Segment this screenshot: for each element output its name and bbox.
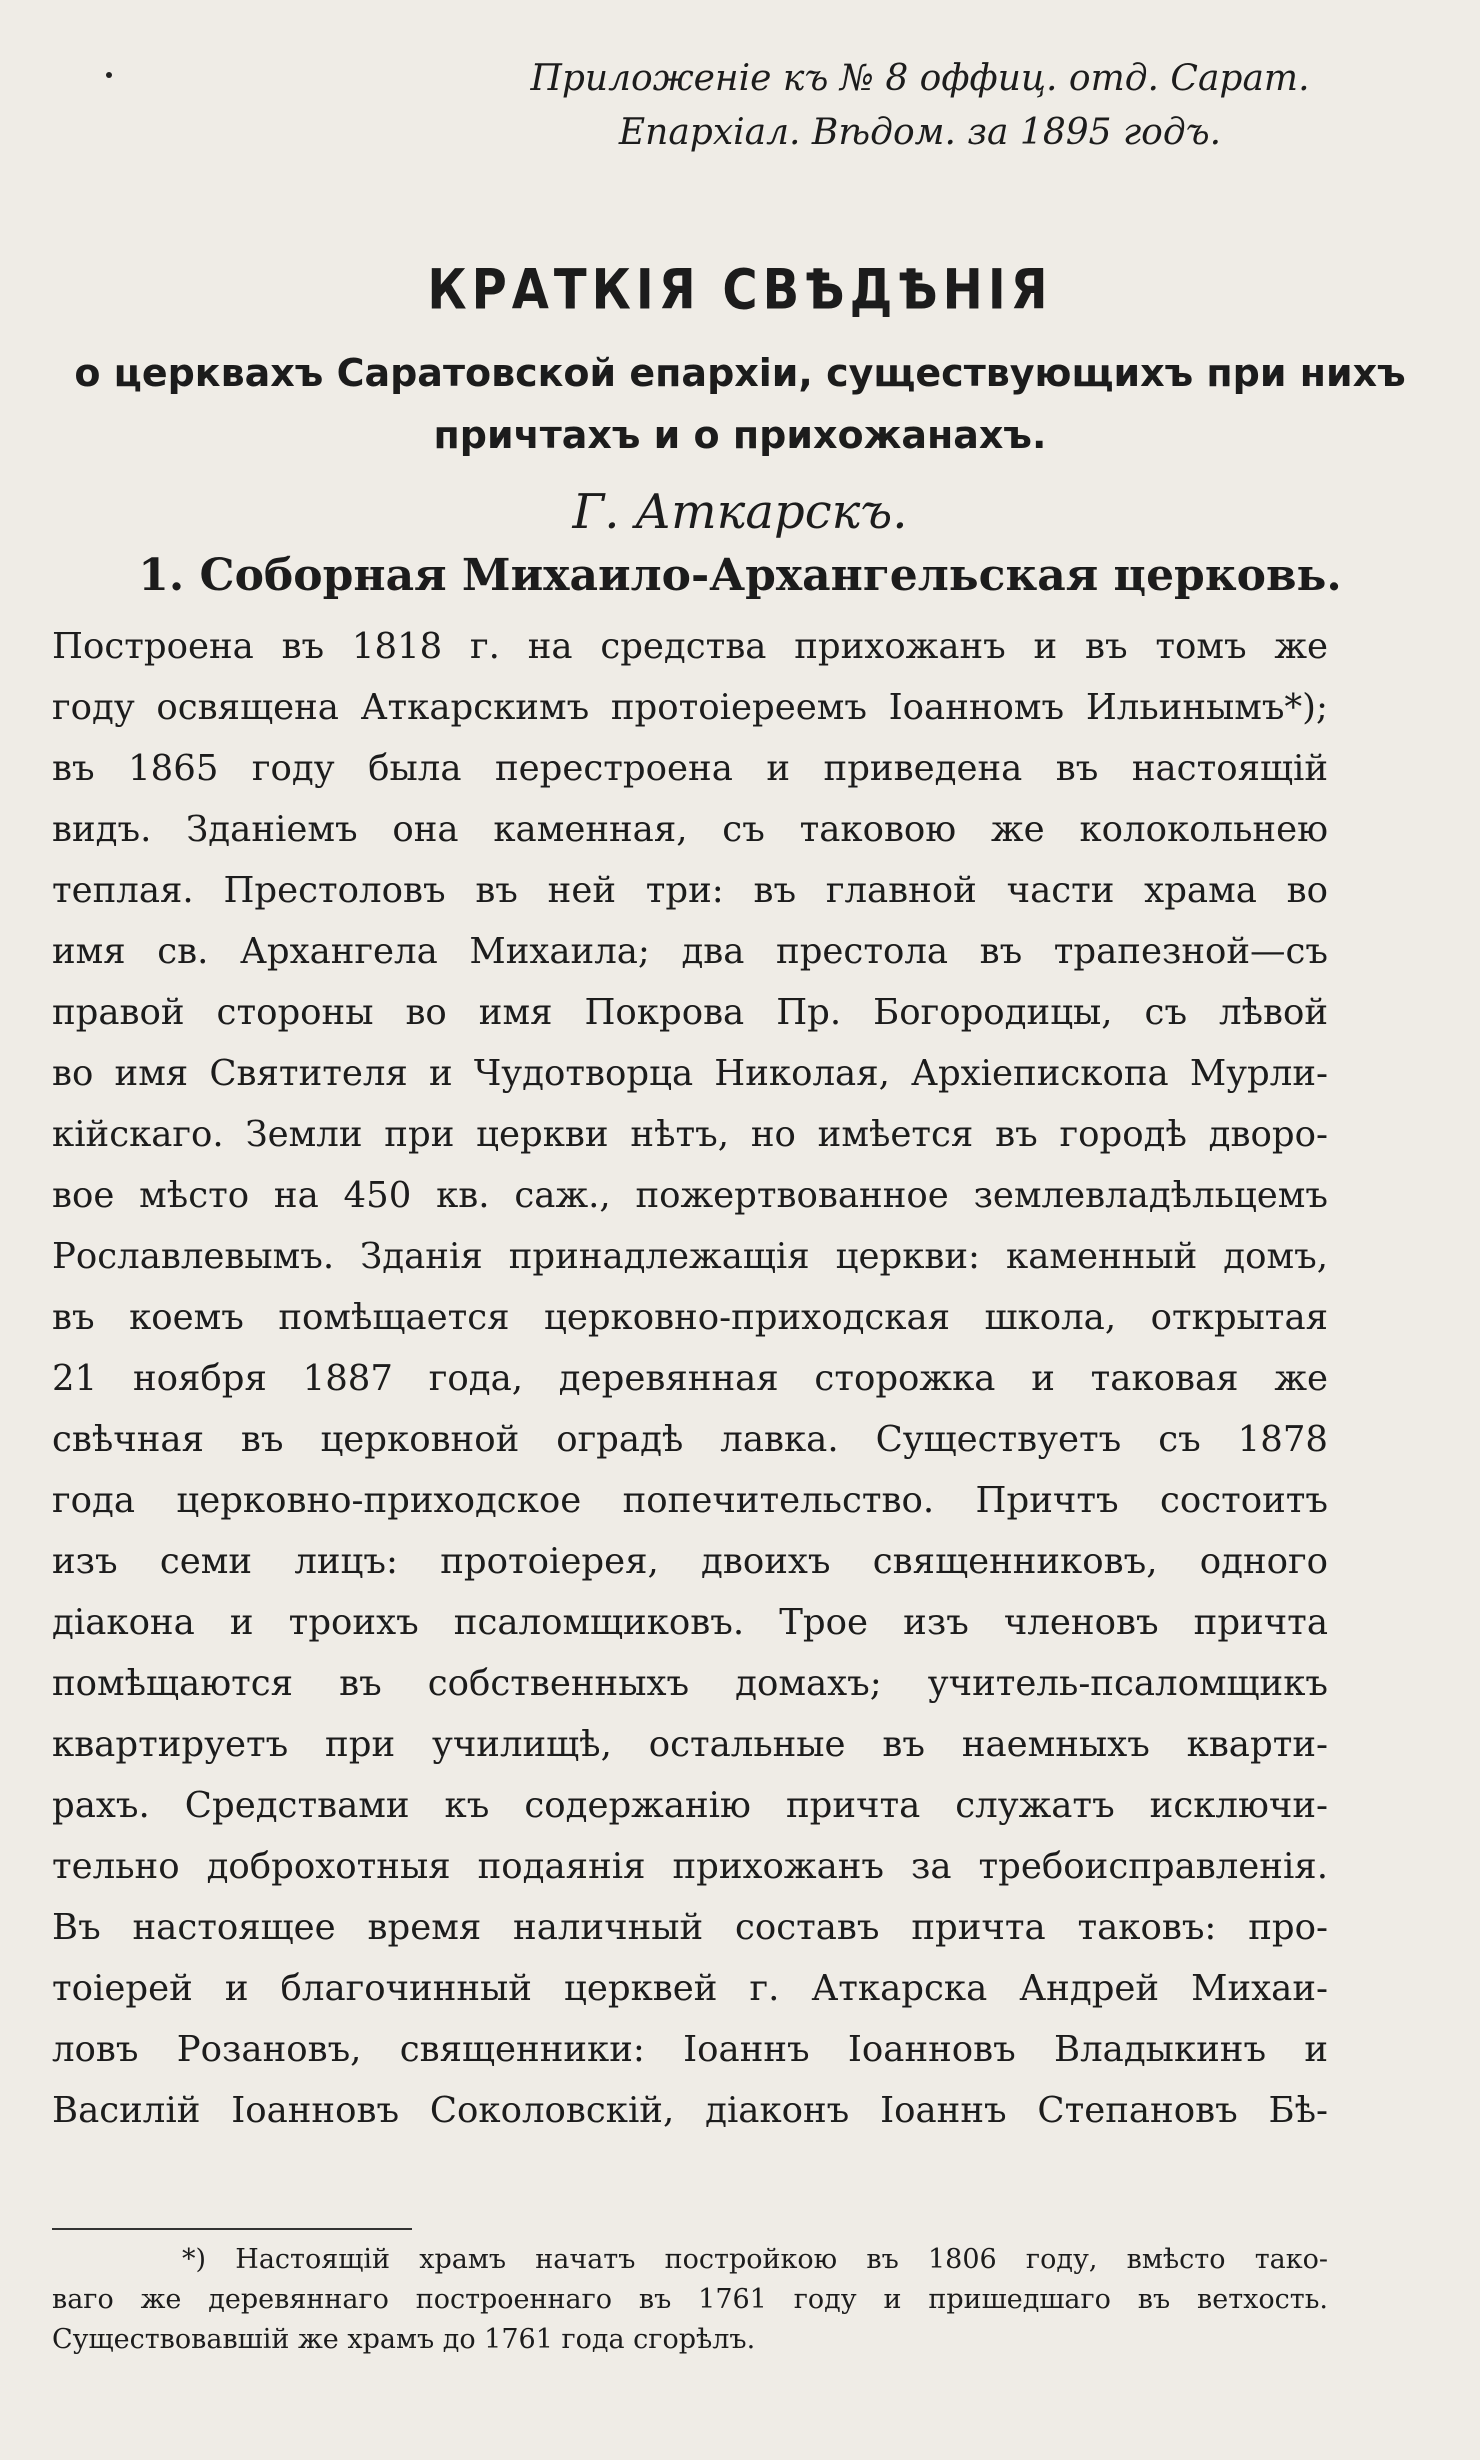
appendix-note-line-1: Приложенiе къ № 8 оффиц. отд. Сарат. <box>530 58 1310 99</box>
footnote <box>52 2240 1328 2360</box>
body-line: году освящена Аткарскимъ протоiереемъ Iоанномъ Ильинымъ*); <box>52 687 1328 728</box>
church-heading: 1. Соборная Михаило-Архангельская церковь. <box>138 550 1342 601</box>
appendix-note-line-2: Епархiал. Вѣдом. за 1895 годъ. <box>618 112 1222 153</box>
body-line: дiакона и троихъ псаломщиковъ. Трое изъ членовъ причта <box>52 1602 1328 1643</box>
body-line: Рославлевымъ. Зданiя принадлежащiя церкви: каменный домъ, <box>52 1236 1328 1277</box>
body-line: тоiерей и благочинный церквей г. Аткарска Андрей Михаи- <box>52 1968 1328 2009</box>
body-line: Въ настоящее время наличный составъ причта таковъ: про- <box>52 1907 1328 1948</box>
footnote-line: *) Настоящiй храмъ начатъ постройкою въ 1806 году, вмѣсто тако- <box>182 2244 1328 2275</box>
body-line: имя св. Архангела Михаила; два престола въ трапезной—съ <box>52 931 1328 972</box>
subtitle-line-2: причтахъ и о прихожанахъ. <box>433 413 1047 457</box>
city-heading: Г. Аткарскъ. <box>572 484 908 540</box>
body-line: изъ семи лицъ: протоiерея, двоихъ священниковъ, одного <box>52 1541 1328 1582</box>
body-line: въ 1865 году была перестроена и приведена въ настоящiй <box>52 748 1328 789</box>
body-line: Василiй Iоанновъ Соколовскiй, дiаконъ Iоаннъ Степановъ Бѣ- <box>52 2090 1328 2131</box>
body-line: въ коемъ помѣщается церковно-приходская школа, открытая <box>52 1297 1328 1338</box>
body-line: помѣщаются въ собственныхъ домахъ; учитель-псаломщикъ <box>52 1663 1328 1704</box>
ink-speck <box>106 72 112 78</box>
body-line: теплая. Престоловъ въ ней три: въ главной части храма во <box>52 870 1328 911</box>
footnote-line: Существовавшiй же храмъ до 1761 года сгорѣлъ. <box>52 2324 756 2355</box>
body-line: квартируетъ при училищѣ, остальные въ наемныхъ кварти- <box>52 1724 1328 1765</box>
body-line: во имя Святителя и Чудотворца Николая, Архiепископа Мурли- <box>52 1053 1328 1094</box>
body-line: года церковно-приходское попечительство. Причтъ состоитъ <box>52 1480 1328 1521</box>
footnote-line: ваго же деревяннаго построеннаго въ 1761 году и пришедшаго въ ветхость. <box>52 2284 1328 2315</box>
body-line: тельно доброхотныя подаянiя прихожанъ за требоисправленiя. <box>52 1846 1328 1887</box>
body-line: рахъ. Средствами къ содержанiю причта служатъ исключи- <box>52 1785 1328 1826</box>
body-paragraph <box>52 616 1328 2141</box>
body-line: кiйскаго. Земли при церкви нѣтъ, но имѣется въ городѣ дворо- <box>52 1114 1328 1155</box>
appendix-note <box>520 52 1320 160</box>
body-line: ловъ Розановъ, священники: Iоаннъ Iоанновъ Владыкинъ и <box>52 2029 1328 2070</box>
footnote-divider <box>52 2228 412 2230</box>
document-title: КРАТКІЯ СВѢДѢНІЯ <box>427 258 1053 323</box>
body-line: правой стороны во имя Покрова Пр. Богородицы, съ лѣвой <box>52 992 1328 1033</box>
body-line: свѣчная въ церковной оградѣ лавка. Существуетъ съ 1878 <box>52 1419 1328 1460</box>
document-subtitle <box>60 342 1420 466</box>
subtitle-line-1: о церквахъ Саратовской епархiи, существующихъ при нихъ <box>74 351 1406 395</box>
body-line: 21 ноября 1887 года, деревянная сторожка и таковая же <box>52 1358 1328 1399</box>
body-line: вое мѣсто на 450 кв. саж., пожертвованное землевладѣльцемъ <box>52 1175 1328 1216</box>
body-line: видъ. Зданiемъ она каменная, съ таковою же колокольнею <box>52 809 1328 850</box>
body-line: Построена въ 1818 г. на средства прихожанъ и въ томъ же <box>52 626 1328 667</box>
